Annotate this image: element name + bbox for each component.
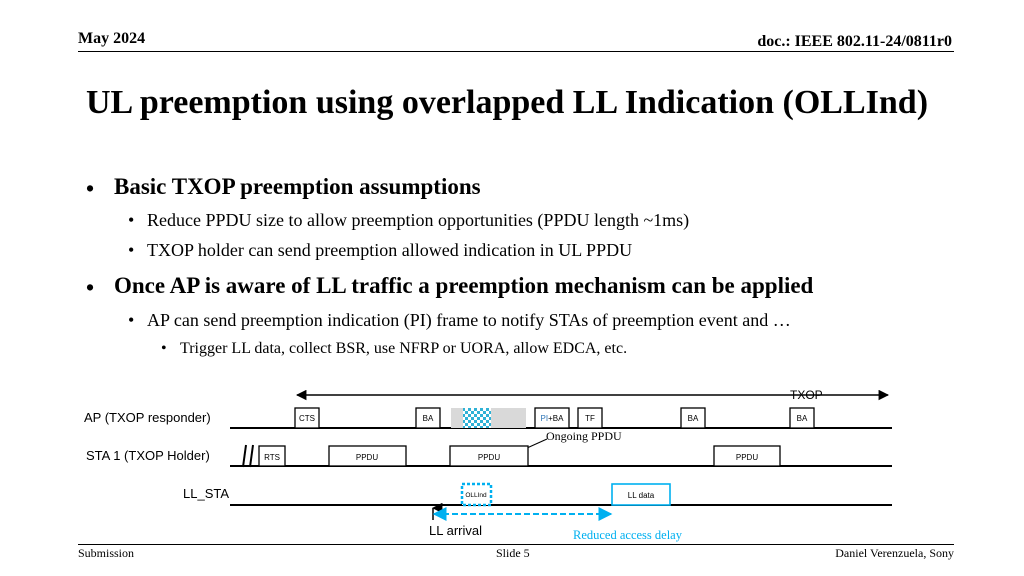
rts-label: RTS [264,453,280,462]
bullet-1-2: TXOP holder can send preemption allowed indication in UL PPDU [147,240,633,260]
footer-author: Daniel Verenzuela, Sony [835,546,954,560]
bullet-dot: • [128,210,135,230]
bullet-1-1: Reduce PPDU size to allow preemption opportunities (PPDU length ~1ms) [147,210,690,230]
ppdu-label-3: PPDU [735,453,759,462]
bullet-dot: • [128,240,135,260]
pi-ba-label: PI+BA [540,414,564,423]
preempted-portion [463,408,491,428]
cts-label: CTS [299,414,315,423]
bullet-2: Once AP is aware of LL traffic a preemption mechanism can be applied [114,273,814,298]
tf-label: TF [585,414,595,423]
bullet-1: Basic TXOP preemption assumptions [114,174,481,199]
row-label-ap: AP (TXOP responder) [84,410,211,425]
bullet-dot: • [128,310,135,330]
txop-label: TXOP [790,388,823,402]
ongoing-ppdu-label: Ongoing PPDU [546,429,622,443]
ll-arrival-label: LL arrival [429,523,482,538]
header-date: May 2024 [78,30,146,47]
ppdu-label-2: PPDU [477,453,501,462]
bullet-2-1: AP can send preemption indication (PI) frame to notify STAs of preemption event and … [147,310,791,330]
ba-label-3: BA [796,414,808,423]
reduced-delay-label: Reduced access delay [573,528,682,542]
footer-rule [78,544,954,545]
header-doc-id: doc.: IEEE 802.11-24/0811r0 [757,33,952,50]
ppdu-label-1: PPDU [355,453,379,462]
bullet-dot: • [86,176,95,201]
row-label-sta1: STA 1 (TXOP Holder) [86,448,210,463]
ba-label-1: BA [422,414,434,423]
slide-title: UL preemption using overlapped LL Indication (OLLInd) [86,84,929,121]
row-label-ll-sta: LL_STA [183,486,230,501]
ollind-label: OLLInd [465,492,487,499]
bullet-dot: • [86,275,95,300]
bullet-2-1-1: Trigger LL data, collect BSR, use NFRP or UORA, allow EDCA, etc. [180,340,628,357]
ongoing-ppdu-leader [527,439,547,448]
backoff-slot-2 [250,445,253,467]
ll-data-label: LL data [627,491,655,500]
footer-submission: Submission [78,546,135,560]
backoff-slot-1 [243,445,246,467]
bullet-dot: • [161,340,167,357]
footer-slide-number: Slide 5 [496,546,530,560]
ba-label-2: BA [687,414,699,423]
